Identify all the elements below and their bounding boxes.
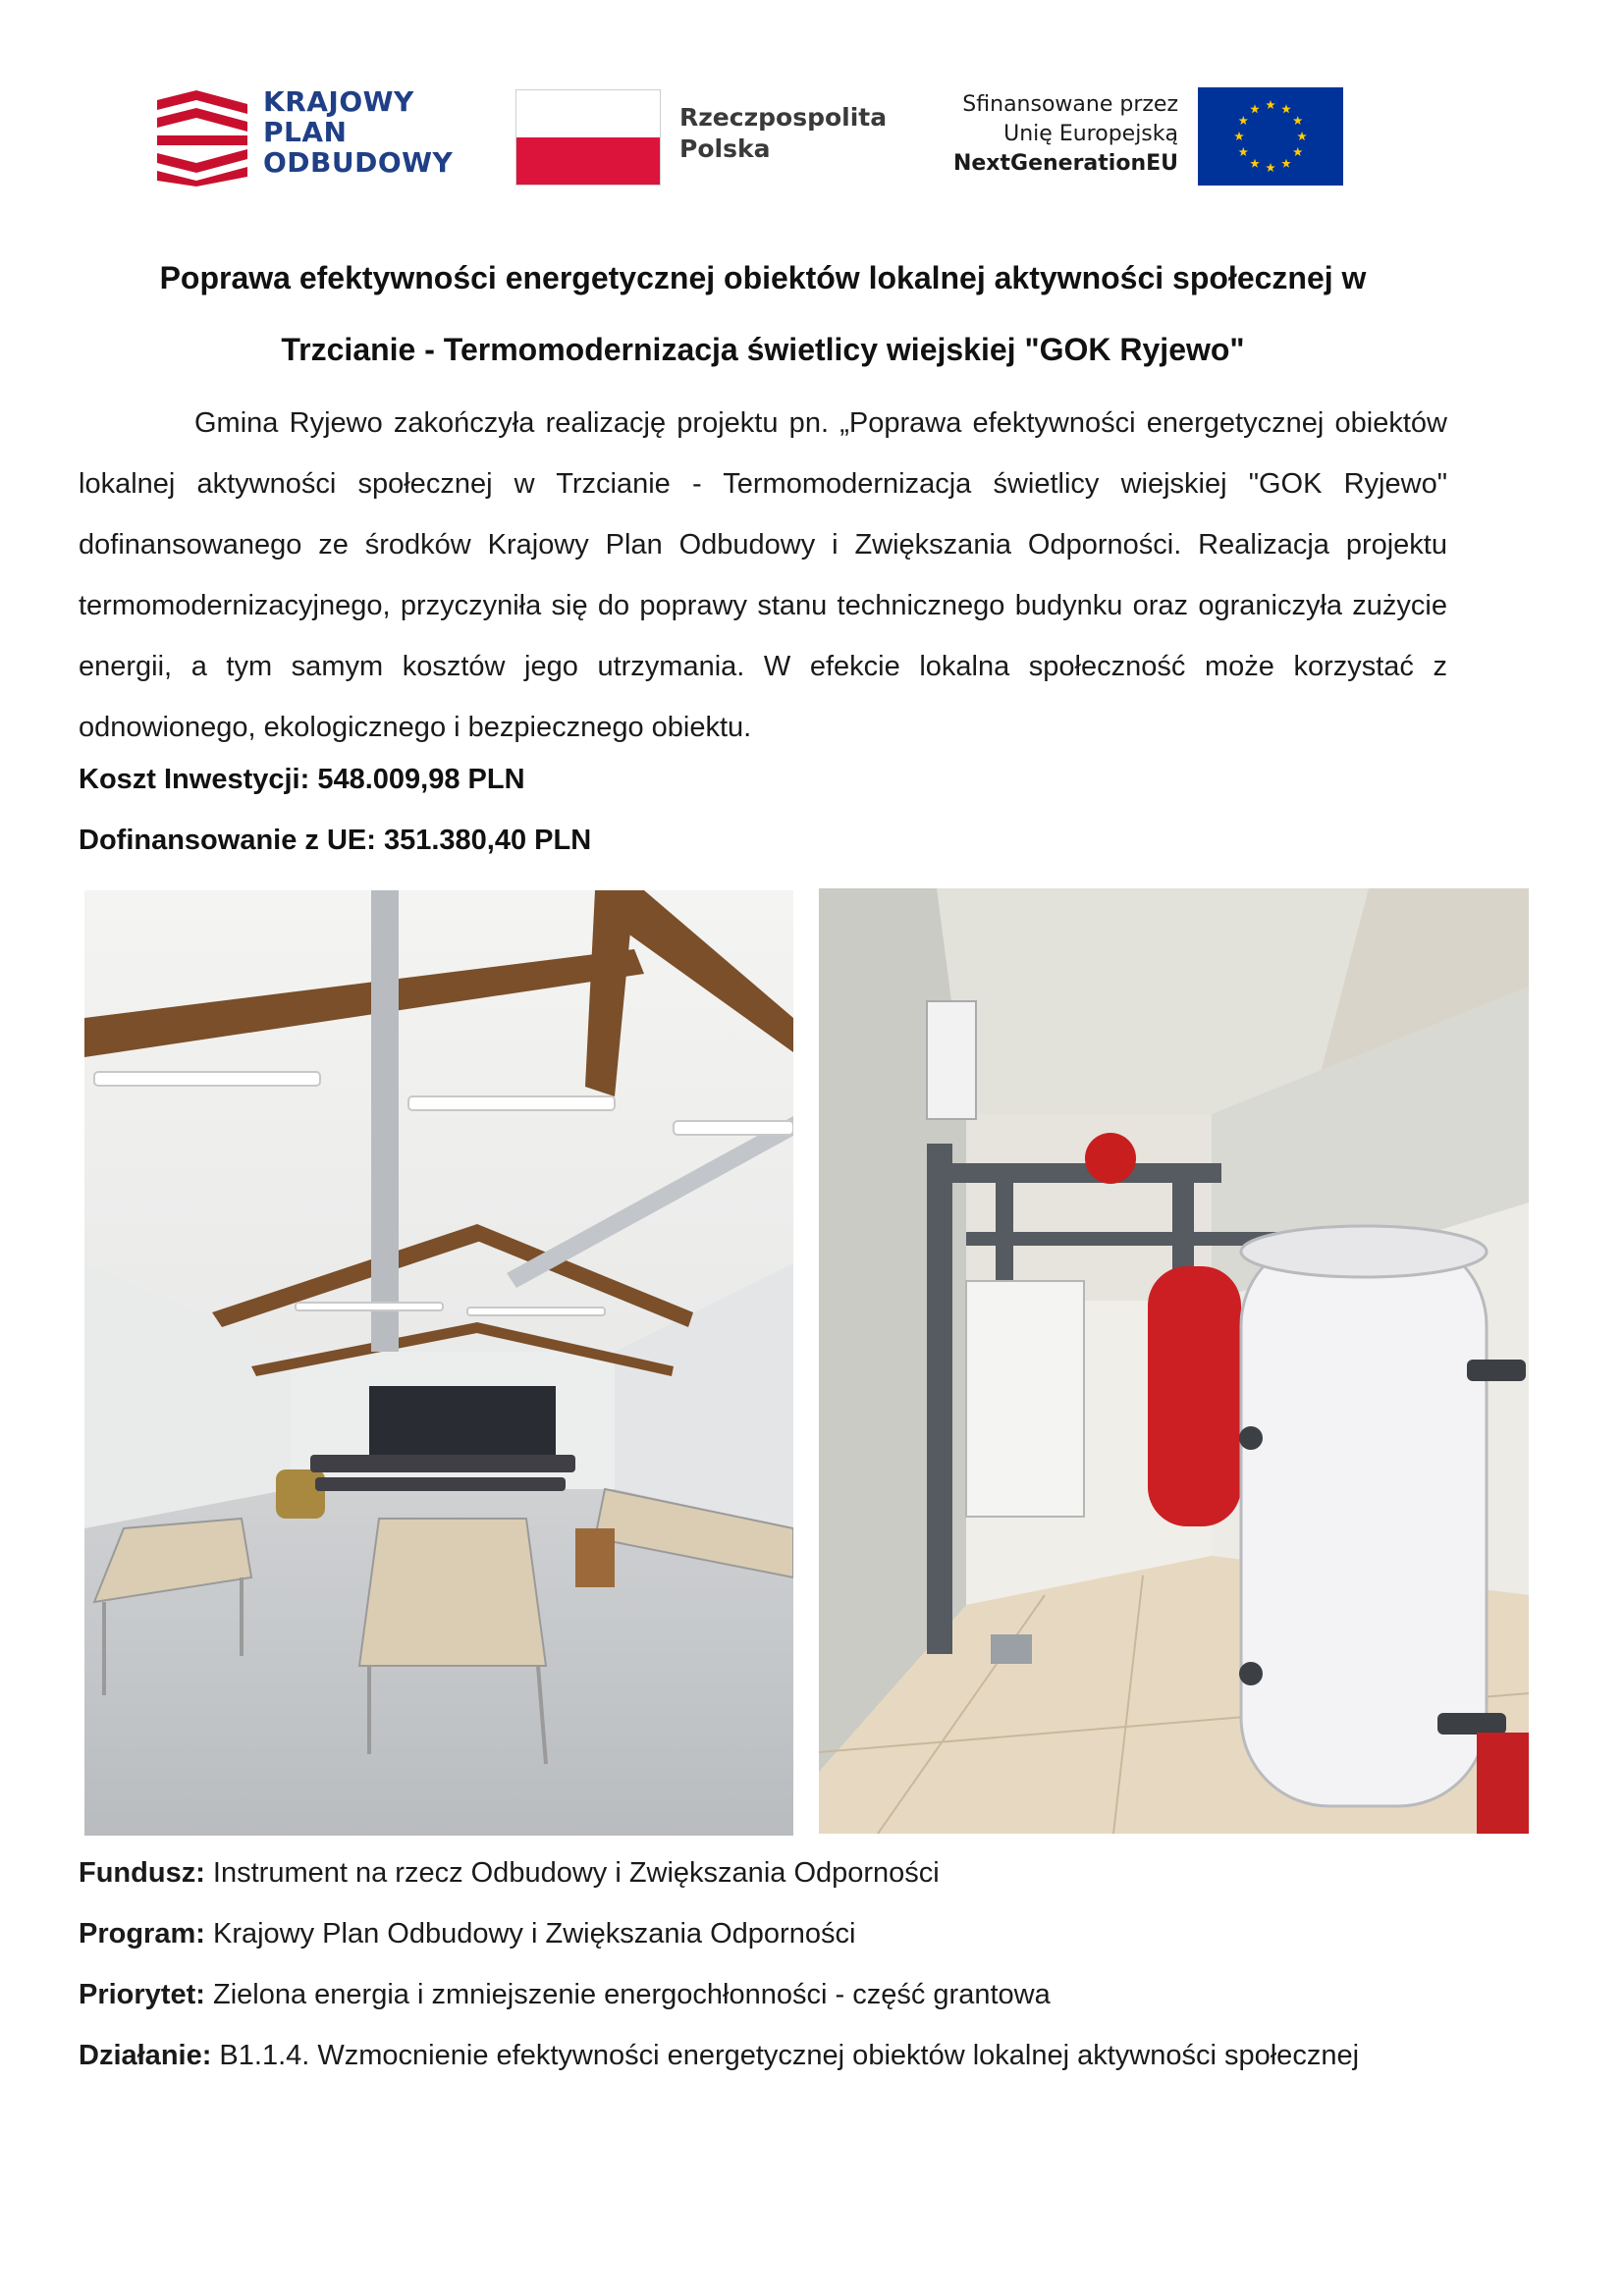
kpo-logo-icon xyxy=(157,90,247,187)
eu-line-2: Unię Europejską xyxy=(1003,122,1178,146)
eu-funding-text xyxy=(953,90,1178,179)
rp-logo-text xyxy=(679,102,887,165)
eu-funding-amount: Dofinansowanie z UE: 351.380,40 PLN xyxy=(79,825,592,856)
program-value: Krajowy Plan Odbudowy i Zwiększania Odporności xyxy=(204,1918,856,1949)
program-label: Program: xyxy=(79,1918,205,1949)
kpo-line-3: ODBUDOWY xyxy=(263,146,454,179)
photo-boiler-room xyxy=(819,888,1529,1834)
kpo-line-2: PLAN xyxy=(263,116,348,148)
kpo-line-1: KRAJOWY xyxy=(263,85,414,118)
fund-value: Instrument na rzecz Odbudowy i Zwiększania Odporności xyxy=(204,1857,940,1889)
program-info xyxy=(79,1918,855,1950)
action-info xyxy=(79,2040,1359,2072)
page-title-line-2: Trzcianie - Termomodernizacja świetlicy wiejskiej "GOK Ryjewo" xyxy=(281,332,1245,367)
page-title-line-1: Poprawa efektywności energetycznej obiektów lokalnej aktywności społecznej w xyxy=(159,260,1367,295)
rp-line-2: Polska xyxy=(679,134,771,163)
rp-line-1: Rzeczpospolita xyxy=(679,103,888,132)
polish-flag-icon xyxy=(515,89,661,186)
fund-info xyxy=(79,1857,940,1890)
photo-community-hall-interior xyxy=(84,890,793,1836)
action-label: Działanie: xyxy=(79,2040,212,2071)
priority-label: Priorytet: xyxy=(79,1979,205,2010)
fund-label: Fundusz: xyxy=(79,1857,205,1889)
eu-flag-icon xyxy=(1198,87,1343,186)
body-paragraph: Gmina Ryjewo zakończyła realizację projektu pn. „Poprawa efektywności energetycznej obiektów lokalnej aktywności społecznej w Trzcianie - Termomodernizacja świetlicy wiejskiej "GOK Ryjewo" dofinansowanego ze środków Krajowy Plan Odbudowy i Zwiększania Odporności. Realizacja projektu termomodernizacyjnego, przyczyniła się do poprawy stanu technicznego budynku oraz ograniczyła zużycie energii, a tym samym kosztów jego utrzymania. W efekcie lokalna społeczność może korzystać z odnowionego, ekologicznego i bezpiecznego obiektu. xyxy=(79,407,1447,743)
eu-line-3: NextGenerationEU xyxy=(952,151,1178,176)
eu-line-1: Sfinansowane przez xyxy=(962,92,1178,117)
priority-info xyxy=(79,1979,1051,2011)
priority-value: Zielona energia i zmniejszenie energochłonności - część grantowa xyxy=(204,1979,1051,2010)
logo-strip xyxy=(0,84,1624,192)
action-value: B1.1.4. Wzmocnienie efektywności energetycznej obiektów lokalnej aktywności społecznej xyxy=(211,2040,1360,2071)
investment-cost: Koszt Inwestycji: 548.009,98 PLN xyxy=(79,764,525,795)
kpo-logo-text xyxy=(263,86,453,178)
